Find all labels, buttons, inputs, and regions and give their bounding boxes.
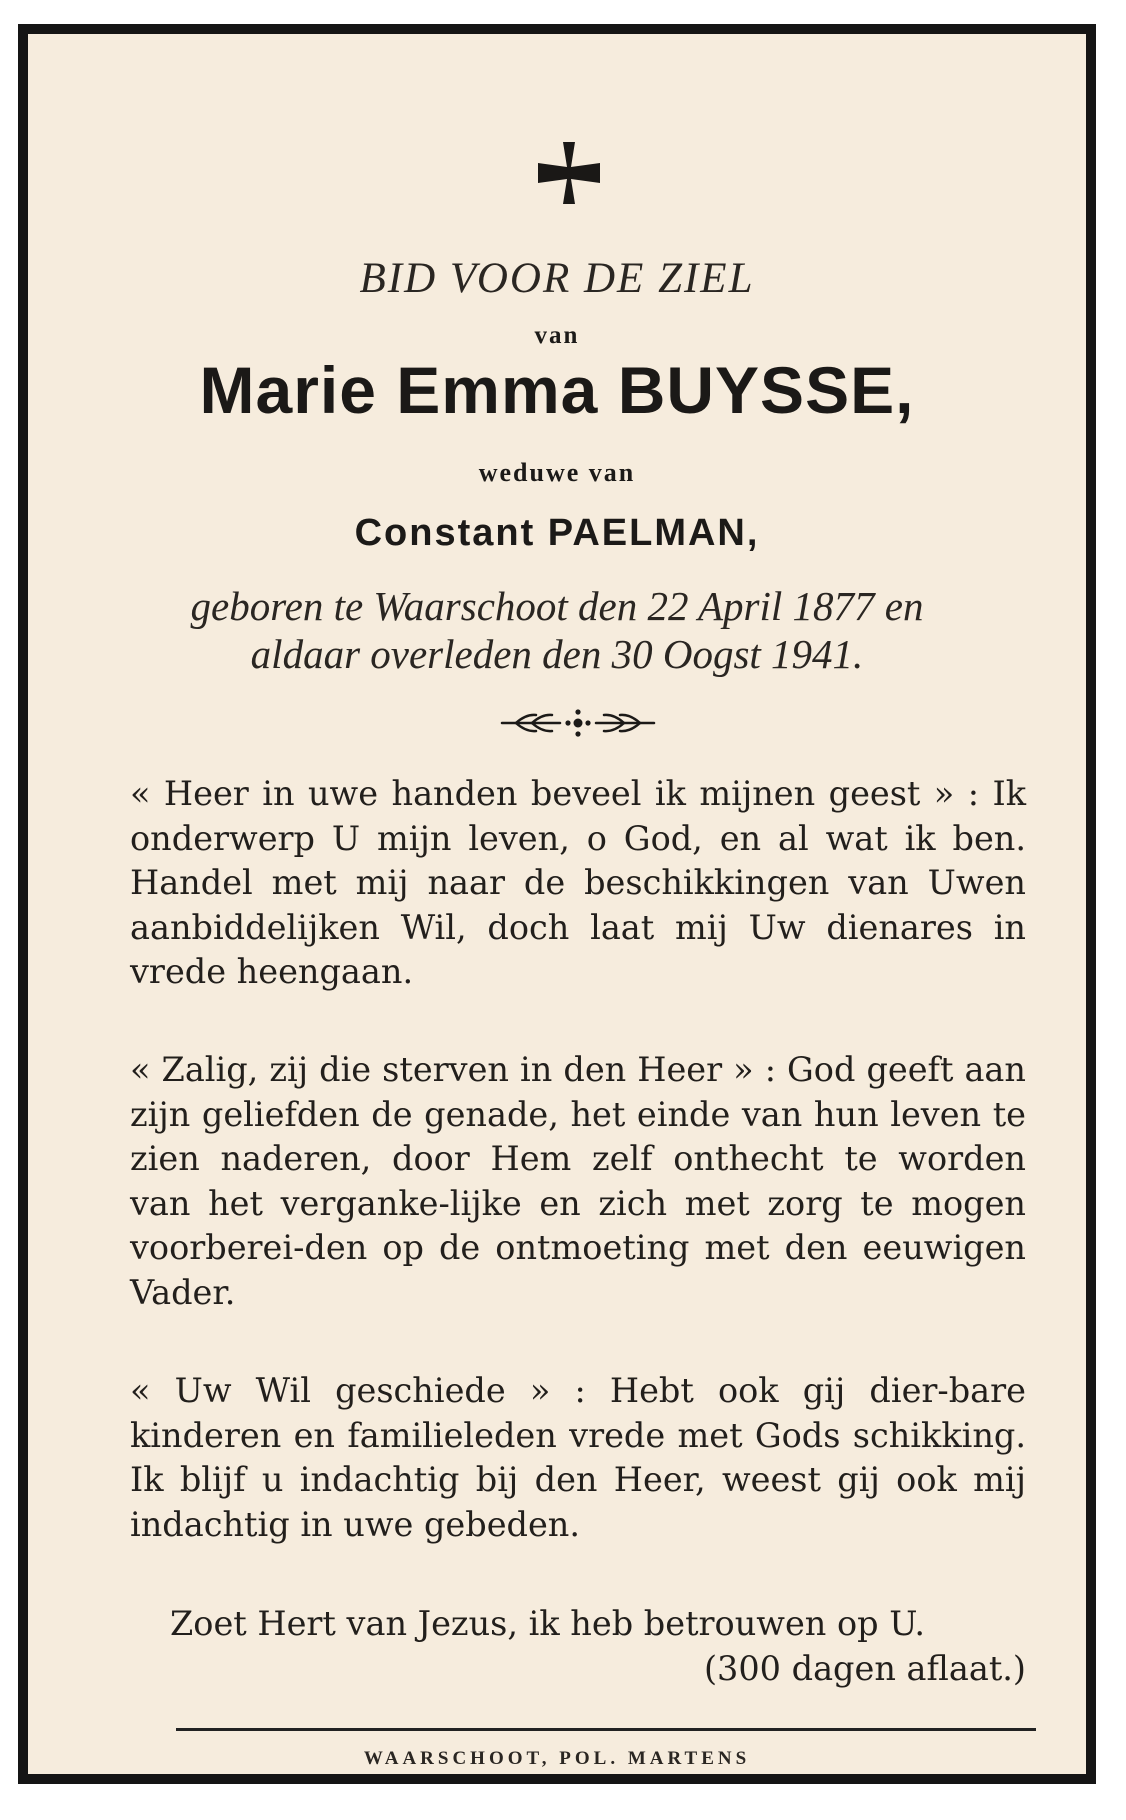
birth-line: geboren te Waarschoot den 22 April 1877 en (190, 583, 924, 629)
spouse-name: Constant PAELMAN, (354, 512, 760, 554)
footer-divider (176, 1728, 1036, 1731)
printer-imprint: WAARSCHOOT, POL. MARTENS (363, 1748, 751, 1769)
ornament-divider-icon (498, 706, 658, 740)
of-label: van (534, 322, 580, 349)
prayer-paragraph-1: « Heer in uwe handen beveel ik mijnen geest » : Ik onderwerp U mijn leven, o God, en al wat ik ben. Handel met mij naar de beschikkingen van Uwen aanbiddelijken Wil, doch laat mij Uw dienares in vrede heengaan. (130, 774, 1026, 991)
prayer-paragraph-2: « Zalig, zij die sterven in den Heer » : God geeft aan zijn geliefden de genade, het einde van hun leven te zien naderen, door Hem zelf onthecht te worden van het verganke-lijke en zich met zorg te mogen voorberei-den op de ontmoeting met den eeuwigen Vader. (130, 1050, 1026, 1312)
prayer-paragraph-4 (130, 1602, 1026, 1691)
cross-pattee-icon (534, 138, 604, 208)
indulgence-note: (300 dagen aflaat.) (703, 1648, 1026, 1688)
death-line: aldaar overleden den 30 Oogst 1941. (250, 631, 864, 677)
widow-of-label: weduwe van (478, 458, 636, 487)
memorial-card (18, 24, 1096, 1784)
sacred-heart-invocation: Zoet Hert van Jezus, ik heb betrouwen op U. (170, 1604, 926, 1643)
prayer-title: BID VOOR DE ZIEL (359, 255, 755, 302)
prayer-paragraph-3: « Uw Wil geschiede » : Hebt ook gij dier-bare kinderen en familieleden vrede met Gods schikking. Ik blijf u indachtig bij den Heer, weest gij ook mij indachtig in uwe gebeden. (130, 1371, 1026, 1544)
deceased-name: Marie Emma BUYSSE, (199, 353, 915, 427)
